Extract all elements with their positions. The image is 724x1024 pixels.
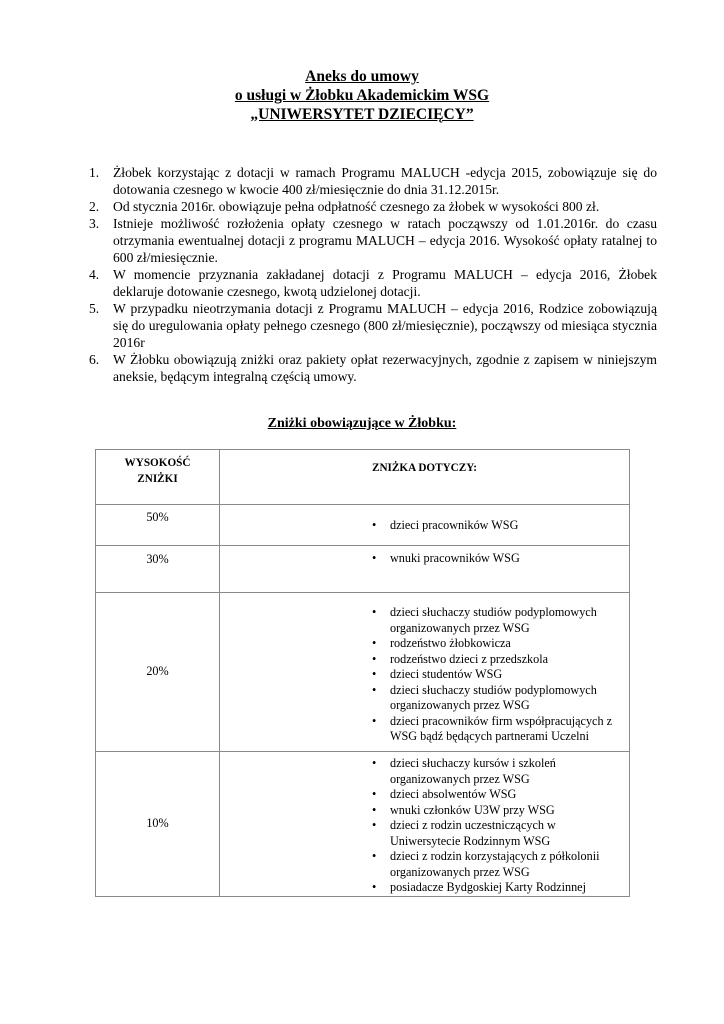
eligibility-list	[220, 518, 629, 534]
term-text: Od stycznia 2016r. obowiązuje pełna odpłatność czesnego za żłobek w wysokości 800 zł.	[113, 199, 600, 214]
bullet: •	[372, 880, 377, 894]
list-item	[368, 605, 617, 636]
title-line-1: Aneks do umowy	[305, 68, 419, 85]
bullet: •	[372, 551, 377, 565]
bullet: •	[372, 802, 377, 817]
term-number: 4.	[89, 267, 100, 282]
list-item-text: dzieci absolwentów WSG	[390, 787, 517, 801]
header-discount-amount-line2: ZNIŻKI	[137, 472, 178, 485]
list-item-text: rodzeństwo żłobkowicza	[390, 636, 511, 650]
bullet: •	[372, 667, 377, 681]
list-item	[368, 803, 617, 819]
bullet: •	[372, 636, 377, 650]
discount-eligibility	[220, 505, 630, 546]
term-item	[89, 300, 657, 351]
discount-percent: 10%	[96, 752, 220, 897]
list-item	[368, 849, 617, 880]
discounts-table	[95, 449, 630, 897]
eligibility-list	[220, 605, 629, 745]
bullet: •	[372, 518, 377, 532]
list-item-text: dzieci słuchaczy studiów podyplomowych organizowanych przez WSG	[390, 605, 597, 635]
list-item	[368, 518, 617, 534]
bullet: •	[372, 682, 377, 697]
table-header-row	[96, 450, 630, 505]
list-item	[368, 551, 617, 567]
bullet: •	[372, 713, 377, 728]
discount-percent: 50%	[96, 505, 220, 546]
list-item	[368, 714, 617, 745]
list-item-text: dzieci pracowników firm współpracujących z WSG bądź będących partnerami Uczelni	[390, 713, 612, 743]
discounts-heading: Zniżki obowiązujące w Żłobku:	[267, 416, 457, 431]
list-item	[368, 652, 617, 668]
title-line-2: o usługi w Żłobku Akademickim WSG	[234, 87, 490, 104]
term-number: 2.	[89, 199, 100, 214]
term-item	[89, 198, 657, 215]
list-item-text: posiadacze Bydgoskiej Karty Rodzinnej	[390, 880, 586, 894]
term-text: W momencie przyznania zakładanej dotacji z Programu MALUCH – edycja 2016, Żłobek deklaruje dotowanie czesnego, kwotą udzielonej dotacji.	[113, 267, 657, 299]
term-text: W przypadku nieotrzymania dotacji z Programu MALUCH – edycja 2016, Rodzice zobowiązują się do uregulowania opłaty pełnego czesnego (800 zł/miesięcznie), począwszy od miesiąca stycznia 2016r	[113, 301, 657, 350]
eligibility-list	[220, 756, 629, 896]
list-item	[368, 636, 617, 652]
list-item-text: rodzeństwo dzieci z przedszkola	[390, 651, 549, 666]
list-item-text: wnuki członków U3W przy WSG	[390, 802, 555, 817]
list-item-text: dzieci studentów WSG	[390, 667, 503, 681]
bullet: •	[372, 756, 377, 770]
term-text: Żłobek korzystając z dotacji w ramach Programu MALUCH -edycja 2015, zobowiązuje się do dotowania czesnego w kwocie 400 zł/miesięcznie do dnia 31.12.2015r.	[113, 165, 657, 197]
discount-eligibility	[220, 546, 630, 593]
list-item	[368, 818, 617, 849]
list-item-text: dzieci z rodzin korzystających z półkolonii organizowanych przez WSG	[390, 849, 600, 879]
term-item	[89, 266, 657, 300]
bullet: •	[372, 818, 377, 832]
document-title	[0, 67, 724, 124]
list-item-text: dzieci z rodzin uczestniczących w Uniwersytecie Rodzinnym WSG	[390, 818, 556, 848]
discount-eligibility	[220, 752, 630, 897]
list-item-text: wnuki pracowników WSG	[390, 551, 520, 565]
table-row	[96, 593, 630, 752]
list-item	[368, 756, 617, 787]
list-item-text: dzieci pracowników WSG	[390, 518, 519, 532]
discount-percent: 20%	[96, 593, 220, 752]
header-discount-applies: ZNIŻKA DOTYCZY:	[220, 450, 630, 505]
term-text: Istnieje możliwość rozłożenia opłaty czesnego w ratach począwszy od 1.01.2016r. do czasu otrzymania ewentualnej dotacji z programu MALUCH – edycja 2016. Wysokość opłaty ratalnej to 600 zł/miesięcznie.	[113, 216, 657, 265]
table-row	[96, 505, 630, 546]
bullet: •	[372, 787, 377, 801]
bullet: •	[372, 605, 377, 619]
header-discount-amount	[96, 450, 220, 505]
term-item	[89, 351, 657, 385]
eligibility-list	[220, 551, 629, 567]
discount-percent: 30%	[96, 546, 220, 593]
bullet: •	[372, 849, 377, 863]
header-discount-amount-line1: WYSOKOŚĆ	[124, 457, 191, 469]
term-item	[89, 164, 657, 198]
term-number: 6.	[89, 352, 100, 367]
term-number: 3.	[89, 216, 100, 231]
title-line-3: „UNIWERSYTET DZIECIĘCY”	[250, 106, 474, 123]
list-item-text: dzieci słuchaczy studiów podyplomowych organizowanych przez WSG	[390, 682, 597, 712]
list-item	[368, 787, 617, 803]
discount-eligibility	[220, 593, 630, 752]
bullet: •	[372, 651, 377, 666]
list-item	[368, 880, 617, 896]
table-row	[96, 752, 630, 897]
term-text: W Żłobku obowiązują zniżki oraz pakiety opłat rezerwacyjnych, zgodnie z zapisem w niniejszym aneksie, będącym integralną częścią umowy.	[113, 352, 657, 384]
term-number: 1.	[89, 165, 100, 180]
list-item	[368, 683, 617, 714]
list-item-text: dzieci słuchaczy kursów i szkoleń organizowanych przez WSG	[390, 756, 556, 786]
term-item	[89, 215, 657, 266]
list-item	[368, 667, 617, 683]
terms-list	[89, 164, 657, 385]
term-number: 5.	[89, 301, 100, 316]
table-row	[96, 546, 630, 593]
